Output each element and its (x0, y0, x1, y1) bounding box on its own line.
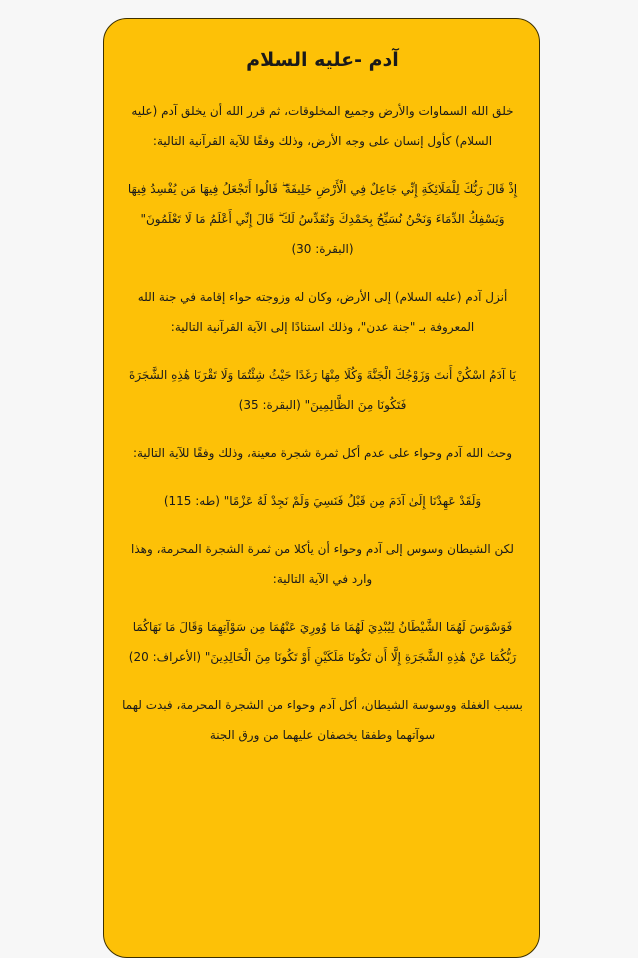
story-paragraph: أنزل آدم (عليه السلام) إلى الأرض، وكان له وزوجته حواء إقامة في جنة الله المعروفة بـ "جنة عدن"، وذلك استنادًا إلى الآية القرآنية التالية: (137, 289, 508, 334)
quran-verse: وَلَقَدْ عَهِدْنَا إِلَىٰ آدَمَ مِن قَبْلُ فَنَسِيَ وَلَمْ نَجِدْ لَهُ عَزْمًا" (طه: 115) (163, 493, 482, 508)
story-title: آدم -عليه السلام (246, 49, 399, 71)
quran-verse: إِذْ قَالَ رَبُّكَ لِلْمَلَائِكَةِ إِنِّي جَاعِلٌ فِي الْأَرْضِ خَلِيفَةً ۖ قَالُوا أَتَجْعَلُ فِيهَا مَن يُفْسِدُ فِيهَا وَيَسْفِكُ الدِّمَاءَ وَنَحْنُ نُسَبِّحُ بِحَمْدِكَ وَنُقَدِّسُ لَكَ ۖ قَالَ إِنِّي أَعْلَمُ مَا لَا تَعْلَمُونَ" (البقرة: 30) (127, 181, 518, 256)
quran-verse: يَا آدَمُ اسْكُنْ أَنتَ وَزَوْجُكَ الْجَنَّةَ وَكُلَا مِنْهَا رَغَدًا حَيْثُ شِئْتُمَا وَلَا تَقْرَبَا هَٰذِهِ الشَّجَرَةَ فَتَكُونَا مِنَ الظَّالِمِينَ" (البقرة: 35) (128, 367, 517, 412)
story-paragraph: بسبب الغفلة ووسوسة الشيطان، أكل آدم وحواء من الشجرة المحرمة، فبدت لهما سوآتهما وطفقا يخصفان عليهما من ورق الجنة (122, 697, 523, 742)
story-card (103, 18, 540, 958)
story-paragraph: خلق الله السماوات والأرض وجميع المخلوقات، ثم قرر الله أن يخلق آدم (عليه السلام) كأول إنسان على وجه الأرض، وذلك وفقًا للآية القرآنية التالية: (131, 103, 514, 148)
quran-verse: فَوَسْوَسَ لَهُمَا الشَّيْطَانُ لِيُبْدِيَ لَهُمَا مَا وُورِيَ عَنْهُمَا مِن سَوْآتِهِمَا وَقَالَ مَا نَهَاكُمَا رَبُّكُمَا عَنْ هَٰذِهِ الشَّجَرَةِ إِلَّا أَن تَكُونَا مَلَكَيْنِ أَوْ تَكُونَا مِنَ الْخَالِدِينَ" (الأعراف: 20) (128, 619, 517, 664)
story-paragraph: لكن الشيطان وسوس إلى آدم وحواء أن يأكلا من ثمرة الشجرة المحرمة، وهذا وارد في الآية التالية: (131, 541, 514, 586)
story-paragraph: وحث الله آدم وحواء على عدم أكل ثمرة شجرة معينة، وذلك وفقًا للآية التالية: (132, 445, 513, 460)
